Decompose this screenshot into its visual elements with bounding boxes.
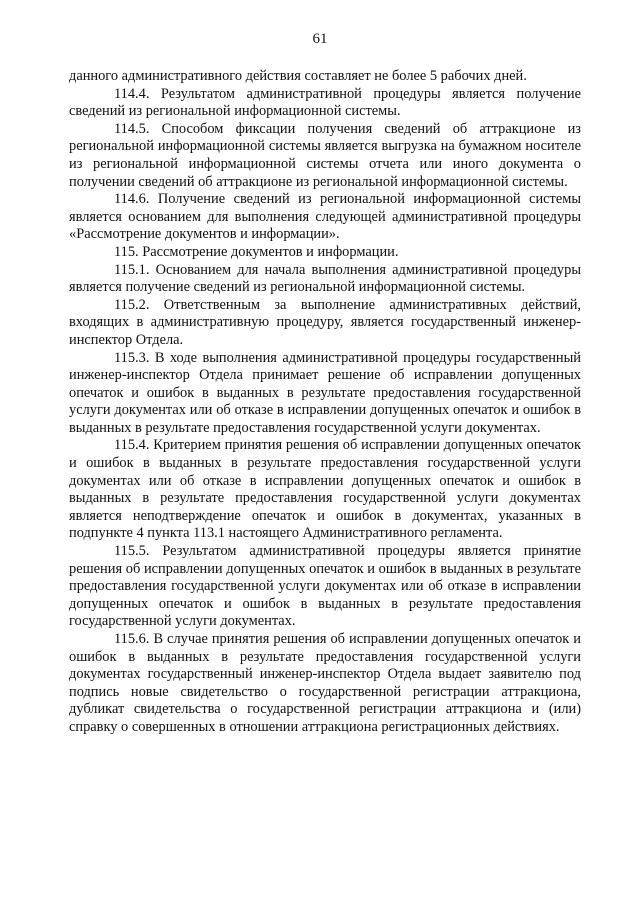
paragraph-114-5: 114.5. Способом фиксации получения сведений об аттракционе из региональной информационной системы является выгрузка на бумажном носителе из региональной информационной системы отчета или иного документа о получении сведений об аттракционе из региональной информационной системы. xyxy=(69,120,581,190)
paragraph-115-heading: 115. Рассмотрение документов и информации. xyxy=(114,243,399,260)
document-body xyxy=(69,68,581,737)
page-number: 61 xyxy=(312,31,328,47)
paragraph-115-1: 115.1. Основанием для начала выполнения административной процедуры является получение сведений из региональной информационной системы. xyxy=(69,261,581,296)
paragraph-115-3: 115.3. В ходе выполнения административной процедуры государственный инженер-инспектор Отдела принимает решение об исправлении допущенных опечаток и ошибок в выданных в результате предоставления государственной услуги документах или об отказе в исправлении допущенных опечаток и ошибок в выданных в результате предоставления государственной услуги документах. xyxy=(69,349,581,436)
paragraph-115-4: 115.4. Критерием принятия решения об исправлении допущенных опечаток и ошибок в выданных в результате предоставления государственной услуги документах или об отказе в исправлении допущенных опечаток и ошибок в выданных в результате предоставления государственной услуги документах является неподтверждение опечаток и ошибок в документах, указанных в подпункте 4 пункта 113.1 настоящего Административного регламента. xyxy=(69,437,581,542)
paragraph-continuation: данного административного действия составляет не более 5 рабочих дней. xyxy=(69,68,527,84)
paragraph-114-6: 114.6. Получение сведений из региональной информационной системы является основанием для выполнения следующей административной процедуры «Рассмотрение документов и информации». xyxy=(69,191,581,243)
paragraph-115-5: 115.5. Результатом административной процедуры является принятие решения об исправлении допущенных опечаток и ошибок в выданных в результате предоставления государственной услуги документах или об отказе в исправлении допущенных опечаток и ошибок в выданных в результате предоставления государственной услуги документах. xyxy=(69,543,581,630)
paragraph-115-2: 115.2. Ответственным за выполнение административных действий, входящих в административную процедуру, является государственный инженер-инспектор Отдела. xyxy=(69,296,581,348)
paragraph-115-6: 115.6. В случае принятия решения об исправлении допущенных опечаток и ошибок в выданных в результате предоставления государственной услуги документах государственный инженер-инспектор Отдела выдает заявителю под подпись новые свидетельство о государственной регистрации аттракциона, дубликат свидетельства о государственной регистрации аттракциона и (или) справку о совершенных в отношении аттракциона регистрационных действиях. xyxy=(69,631,581,735)
paragraph-114-4: 114.4. Результатом административной процедуры является получение сведений из региональной информационной системы. xyxy=(69,85,581,120)
